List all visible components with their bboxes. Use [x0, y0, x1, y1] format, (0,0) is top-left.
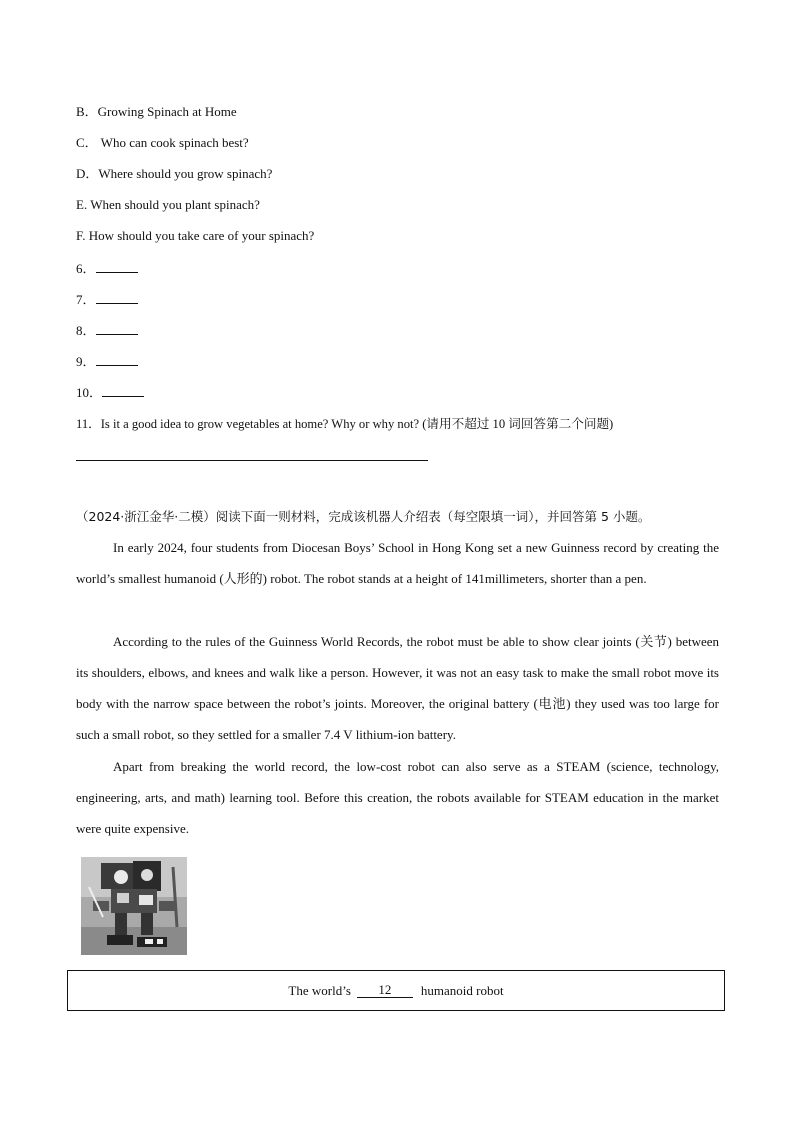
blank-label: 10． [76, 385, 103, 400]
option-e: E. When should you plant spinach? [76, 197, 260, 212]
table-blank-12[interactable]: 12 [357, 983, 413, 998]
question-11: 11．Is it a good idea to grow vegetables at home? Why or why not? (请用不超过 10 词回答第二个问题) [76, 417, 614, 431]
paragraph-2: According to the rules of the Guinness World Records, the robot must be able to show clear joints (关节) between its shoulders, elbows, and knees and walk like a person. However, it was not an easy task to make the small robot move its body with the narrow space between the robot’s joints. Moreover, the original battery (电池) they used was too large for such a small robot, so they settled for a smaller 7.4 V lithium-ion battery. [76, 634, 719, 742]
option-d: D．Where should you grow spinach? [76, 166, 273, 181]
option-f: F. How should you take care of your spinach? [76, 228, 315, 243]
blank-8 [76, 322, 138, 339]
paragraph-1: In early 2024, four students from Diocesan Boys’ School in Hong Kong set a new Guinness record by creating the world’s smallest humanoid (人形的) robot. The robot stands at a height of 141millimeters, shorter than a pen. [76, 540, 719, 586]
blank-10 [76, 384, 144, 401]
table-suffix: humanoid robot [420, 982, 504, 998]
source-line: （2024·浙江金华·二模）阅读下面一则材料，完成该机器人介绍表（每空限填一词），并回答第 5 小题。 [76, 509, 651, 524]
option-c: C． Who can cook spinach best? [76, 135, 249, 150]
table-prefix: The world’s [288, 982, 351, 998]
answer-blank[interactable] [102, 384, 144, 397]
blank-label: 9． [76, 354, 96, 369]
answer-line[interactable] [76, 460, 428, 461]
answer-blank[interactable] [96, 260, 138, 273]
blank-label: 7． [76, 292, 96, 307]
blank-label: 6． [76, 261, 96, 276]
blank-9 [76, 353, 138, 370]
answer-blank[interactable] [96, 353, 138, 366]
robot-photo [81, 857, 187, 955]
blank-label: 8． [76, 323, 96, 338]
answer-blank[interactable] [96, 322, 138, 335]
paragraph-3: Apart from breaking the world record, the low-cost robot can also serve as a STEAM (science, technology, engineering, arts, and math) learning tool. Before this creation, the robots available for STEAM education in the market were quite expensive. [76, 759, 719, 836]
blank-7 [76, 291, 138, 308]
robot-photo-icon [81, 857, 187, 955]
answer-blank[interactable] [96, 291, 138, 304]
option-b: B．Growing Spinach at Home [76, 104, 237, 119]
blank-6 [76, 260, 138, 277]
info-table [67, 970, 725, 1011]
